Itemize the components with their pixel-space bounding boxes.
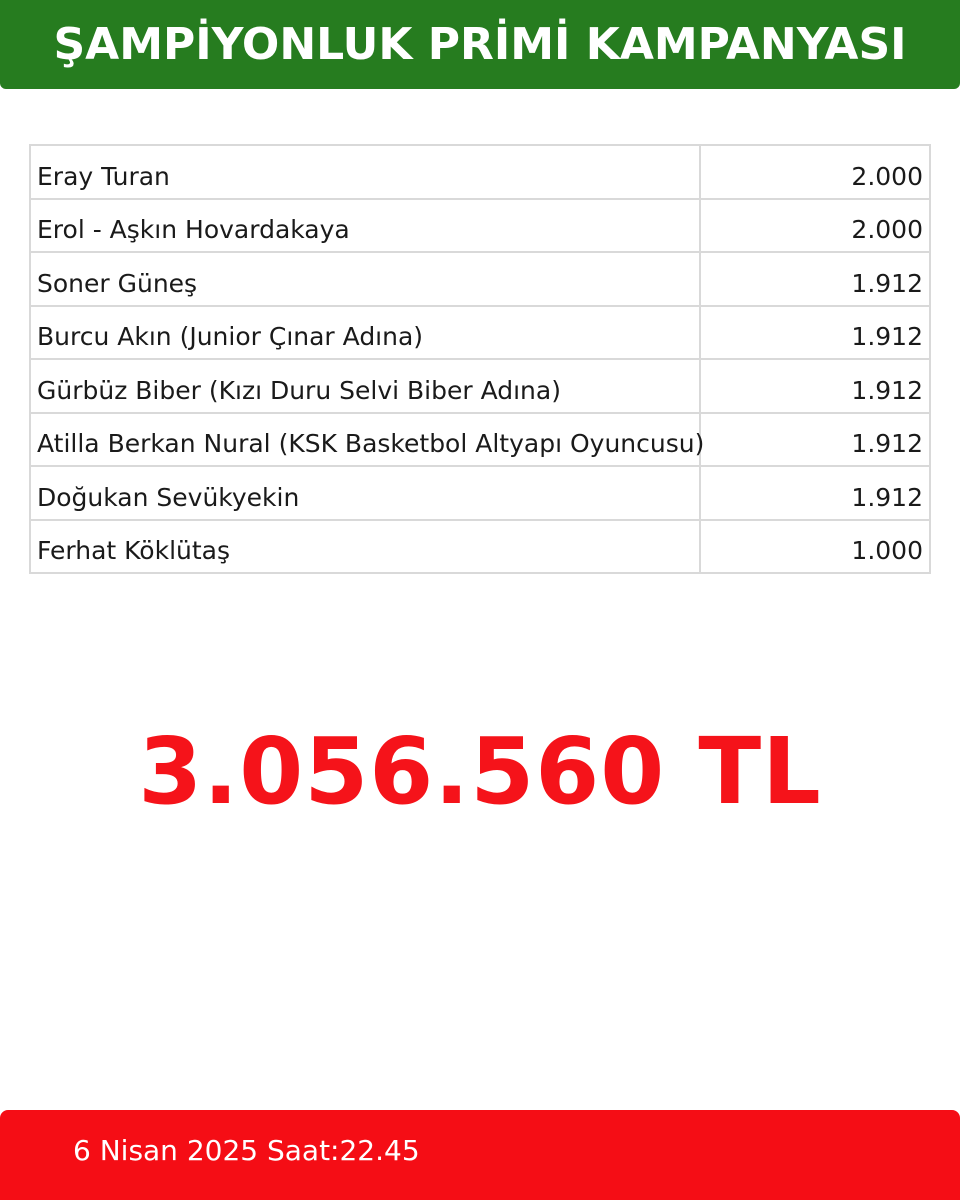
donor-name: Ferhat Köklütaş xyxy=(31,521,701,575)
donation-amount: 1.000 xyxy=(701,521,931,575)
donor-name: Eray Turan xyxy=(31,146,701,200)
table-row xyxy=(31,467,931,521)
donation-amount: 1.912 xyxy=(701,467,931,521)
footer-date-time: 6 Nisan 2025 Saat:22.45 xyxy=(73,1134,420,1167)
table-row xyxy=(31,200,931,254)
donor-name: Doğukan Sevükyekin xyxy=(31,467,701,521)
page-title: ŞAMPİYONLUK PRİMİ KAMPANYASI xyxy=(53,19,907,70)
donor-name: Gürbüz Biber (Kızı Duru Selvi Biber Adına) xyxy=(31,360,701,414)
donation-amount: 2.000 xyxy=(701,146,931,200)
table-row xyxy=(31,521,931,575)
footer-bar xyxy=(0,1110,960,1200)
donation-amount: 1.912 xyxy=(701,414,931,468)
table-row xyxy=(31,360,931,414)
donor-name: Burcu Akın (Junior Çınar Adına) xyxy=(31,307,701,361)
page-header xyxy=(0,0,960,89)
donor-name: Erol - Aşkın Hovardakaya xyxy=(31,200,701,254)
total-amount: 3.056.560 TL xyxy=(138,718,822,825)
table-row xyxy=(31,253,931,307)
donation-amount: 1.912 xyxy=(701,307,931,361)
donation-amount: 1.912 xyxy=(701,253,931,307)
donor-name: Soner Güneş xyxy=(31,253,701,307)
donation-amount: 1.912 xyxy=(701,360,931,414)
table-row xyxy=(31,146,931,200)
donor-name: Atilla Berkan Nural (KSK Basketbol Altyapı Oyuncusu) xyxy=(31,414,701,468)
donation-amount: 2.000 xyxy=(701,200,931,254)
table-row xyxy=(31,307,931,361)
table-row xyxy=(31,414,931,468)
donations-table xyxy=(29,144,931,574)
